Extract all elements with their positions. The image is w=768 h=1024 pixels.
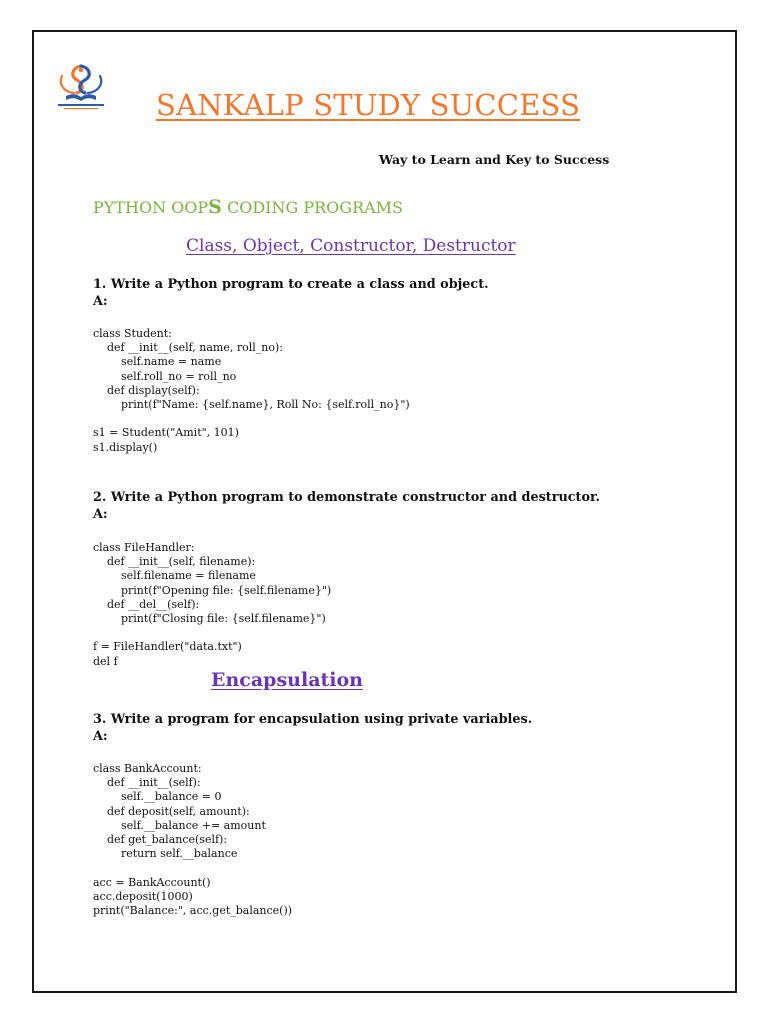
sankalp-logo — [50, 62, 112, 114]
section-heading-suffix: CODING PROGRAMS — [221, 198, 404, 217]
topic-heading-encapsulation: Encapsulation — [211, 669, 363, 691]
answer-label-1: A: — [93, 294, 108, 309]
question-3: 3. Write a program for encapsulation using private variables. — [93, 712, 533, 727]
logo-emblem-icon — [58, 66, 104, 109]
section-heading-big-s: S — [208, 196, 222, 218]
code-block-1: class Student: def __init__(self, name, roll_no): self.name = name self.roll_no = roll_no def display(self): print(f"Name: {self.name}, Roll No: {self.roll_no}") s1 = Student("Amit", 101) s1.display() — [93, 327, 410, 454]
answer-label-3: A: — [93, 729, 108, 744]
tagline: Way to Learn and Key to Success — [379, 152, 610, 167]
question-1: 1. Write a Python program to create a class and object. — [93, 277, 489, 292]
answer-label-2: A: — [93, 507, 108, 522]
code-block-2: class FileHandler: def __init__(self, filename): self.filename = filename print(f"Opening file: {self.filename}") def __del__(self): print(f"Closing file: {self.filename}") f = FileHandler("data.txt") del f — [93, 541, 332, 668]
section-heading — [93, 196, 403, 218]
question-2: 2. Write a Python program to demonstrate constructor and destructor. — [93, 490, 601, 505]
section-heading-prefix: PYTHON OOP — [93, 198, 209, 217]
brand-title: SANKALP STUDY SUCCESS — [156, 88, 581, 122]
topic-heading-class-object: Class, Object, Constructor, Destructor — [186, 236, 516, 256]
code-block-3: class BankAccount: def __init__(self): self.__balance = 0 def deposit(self, amount): self.__balance += amount def get_balance(self): return self.__balance acc = BankAccount() acc.deposit(1000) print("Balance:", acc.get_balance()) — [93, 762, 293, 918]
